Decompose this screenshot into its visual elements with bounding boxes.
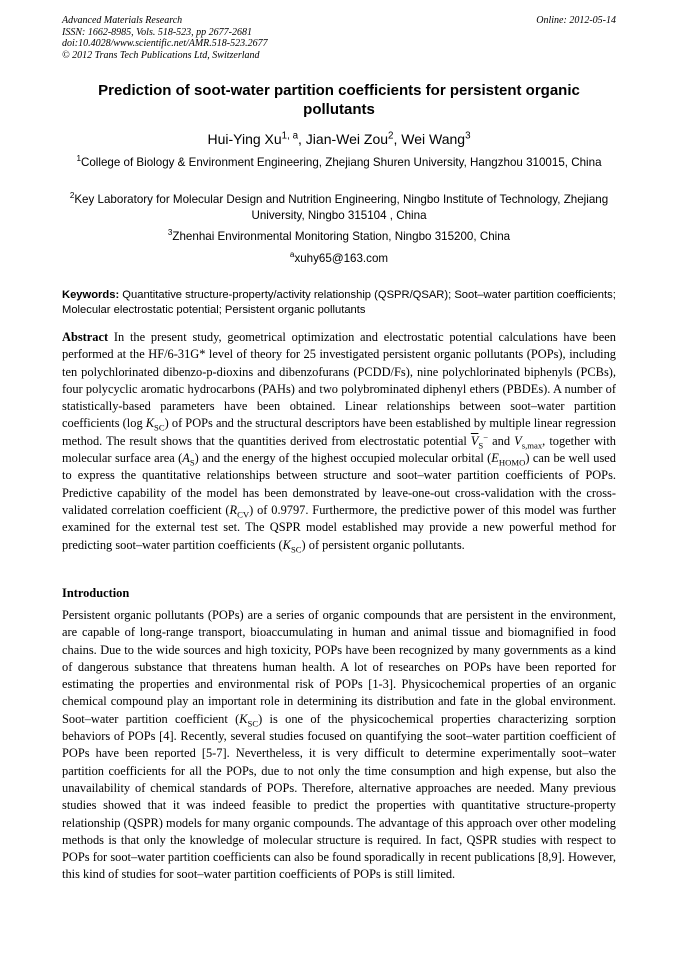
- subscript-sc: SC: [247, 718, 259, 729]
- keywords-block: [62, 288, 616, 317]
- subscript-sc: SC: [290, 544, 302, 555]
- subscript-sc: SC: [154, 422, 165, 433]
- symbol-a: A: [182, 451, 190, 466]
- superscript-minus: −: [483, 431, 489, 442]
- journal-header: [62, 15, 616, 61]
- intro-text: ) is one of the physicochemical properties characterizing sorption behaviors of POPs [4]. Recently, several studies focused on quantifying the soot–water partition coefficient of POPs have been reported [5-7]. Nevertheless, it is very difficult to determine experimentally soot–water partition coefficients for all the POPs, due to not only the time consumption and high expense, but also the unavailability of chemical standards of POPs. Therefore, alternative approaches are needed. Many previous studies showed that it was indeed feasible to predict the properties with quantitative structure-property relationship (QSPR) models for many organic compounds. The advantage of this approach over other modeling methods is that only the knowledge of molecular structure is required. In fact, QSPR studies with respect to POPs for soot–water partition coefficients can also be found sporadically in recent publications [8,9]. However, this kind of studies for soot–water partition coefficients of POPs is still limited.: [62, 711, 616, 882]
- abstract-text: and: [488, 433, 515, 448]
- symbol-k: K: [282, 537, 291, 552]
- abstract-block: [62, 329, 616, 554]
- affiliation-1: [62, 155, 616, 171]
- author-separator: ,: [298, 131, 306, 147]
- subscript-cv: CV: [237, 509, 250, 520]
- subscript-homo: HOMO: [498, 457, 526, 468]
- copyright-line: © 2012 Trans Tech Publications Ltd, Switzerland: [62, 49, 260, 61]
- author-2: Jian-Wei Zou: [305, 131, 389, 147]
- affiliation-text: College of Biology & Environment Engineering, Zhejiang Shuren University, Hangzhou 310015, China: [80, 156, 602, 169]
- intro-text: Persistent organic pollutants (POPs) are a series of organic compounds that are persistent in the environment, are capable of long-range transport, bioaccumulating in human and animal tissue and biomagnified in food chains. Due to the wide sources and high toxicity, POPs have been recognized by many governments as a kind of dangerous substance that threatens human health. A lot of researches on POPs have been reported for estimating the properties and environmental risk of POPs [1-3]. Physicochemical properties of an organic chemical compound play an important role in determining its distribution and fate in the global environment. Soot–water partition coefficient (: [62, 608, 616, 726]
- author-3: Wei Wang: [401, 131, 466, 147]
- symbol-v: V: [514, 433, 522, 448]
- author-list: [62, 130, 616, 148]
- author-1: Hui-Ying Xu: [207, 131, 282, 147]
- introduction-heading: Introduction: [62, 586, 130, 600]
- symbol-e: E: [491, 451, 499, 466]
- online-date: Online: 2012-05-14: [536, 15, 616, 26]
- subscript-s: S: [478, 440, 484, 451]
- paper-title: Prediction of soot-water partition coefficients for persistent organic pollutants: [98, 82, 580, 118]
- author-1-affiliation: 1, a: [281, 130, 299, 142]
- author-2-affiliation: 2: [388, 130, 394, 142]
- keywords-text: Quantitative structure-property/activity relationship (QSPR/QSAR); Soot–water partition coefficients; Molecular electrostatic potential; Persistent organic pollutants: [62, 289, 616, 316]
- author-3-affiliation: 3: [465, 130, 471, 142]
- affiliation-text: Zhenhai Environmental Monitoring Station, Ningbo 315200, China: [172, 230, 511, 243]
- doi-line: doi:10.4028/www.scientific.net/AMR.518-523.2677: [62, 38, 268, 49]
- abstract-text: ) of 0.9797. Furthermore, the predictive power of this model was further examined for the external test set. The QSPR model established may provide a new powerful method for predicting soot–water partition coefficients (: [62, 502, 616, 552]
- affiliation-marker: 2: [69, 191, 75, 201]
- subscript-smax: s,max: [521, 440, 543, 451]
- email-text[interactable]: xuhy65@163.com: [294, 252, 389, 265]
- affiliation-marker: 1: [76, 154, 81, 164]
- introduction-paragraph: [62, 607, 616, 884]
- symbol-vs-bar: $\overline{V}$: [470, 433, 479, 448]
- abstract-text: ) and the energy of the highest occupied molecular orbital (: [194, 451, 492, 466]
- author-separator: ,: [393, 131, 402, 147]
- affiliation-text: Key Laboratory for Molecular Design and Nutrition Engineering, Ningbo Institute of Technology, Zhejiang University, Ningbo 315104 , China: [74, 193, 609, 222]
- issn-line: ISSN: 1662-8985, Vols. 518-523, pp 2677-2681: [62, 26, 252, 38]
- author-email[interactable]: [62, 251, 616, 267]
- journal-name: Advanced Materials Research: [62, 15, 183, 26]
- abstract-label: Abstract: [62, 330, 109, 344]
- abstract-text: In the present study, geometrical optimization and electrostatic potential calculations have been performed at the HF/6-31G* level of theory for 25 investigated persistent organic pollutants (POPs), including ten polychlorinated dibenzo-p-dioxins and dibenzofurans (PCDD/Fs), nine polychlorinated biphenyls (PCBs), four polycyclic aromatic hydrocarbons (PAHs) and two polybrominated diphenyl ethers (PBDEs). A number of statistically-based parameters have been obtained. Linear relationships between soot–water partition coefficients (log: [62, 330, 616, 431]
- abstract-text: ) of POPs and the structural descriptors have been established by multiple linear regression method. The result shows that the quantities derived from electrostatic potential: [62, 416, 616, 448]
- subscript-s: S: [189, 457, 195, 468]
- email-marker: a: [289, 250, 295, 260]
- keywords-label: Keywords:: [62, 289, 120, 301]
- affiliation-2: [62, 192, 616, 223]
- affiliation-marker: 3: [167, 228, 173, 238]
- symbol-r: R: [229, 502, 238, 517]
- symbol-k: K: [145, 416, 155, 431]
- affiliation-3: [62, 229, 616, 245]
- abstract-text: ) can be well used to express the quantitative relationships between structure and soot–water partition coefficients of POPs. Predictive capability of the model has been demonstrated by leave-one-out cross-validation with the cross-validated correlation coefficient (: [62, 451, 616, 517]
- symbol-k: K: [239, 711, 248, 726]
- abstract-text: ) of persistent organic pollutants.: [301, 537, 465, 552]
- abstract-text: , together with molecular surface area (: [62, 433, 616, 466]
